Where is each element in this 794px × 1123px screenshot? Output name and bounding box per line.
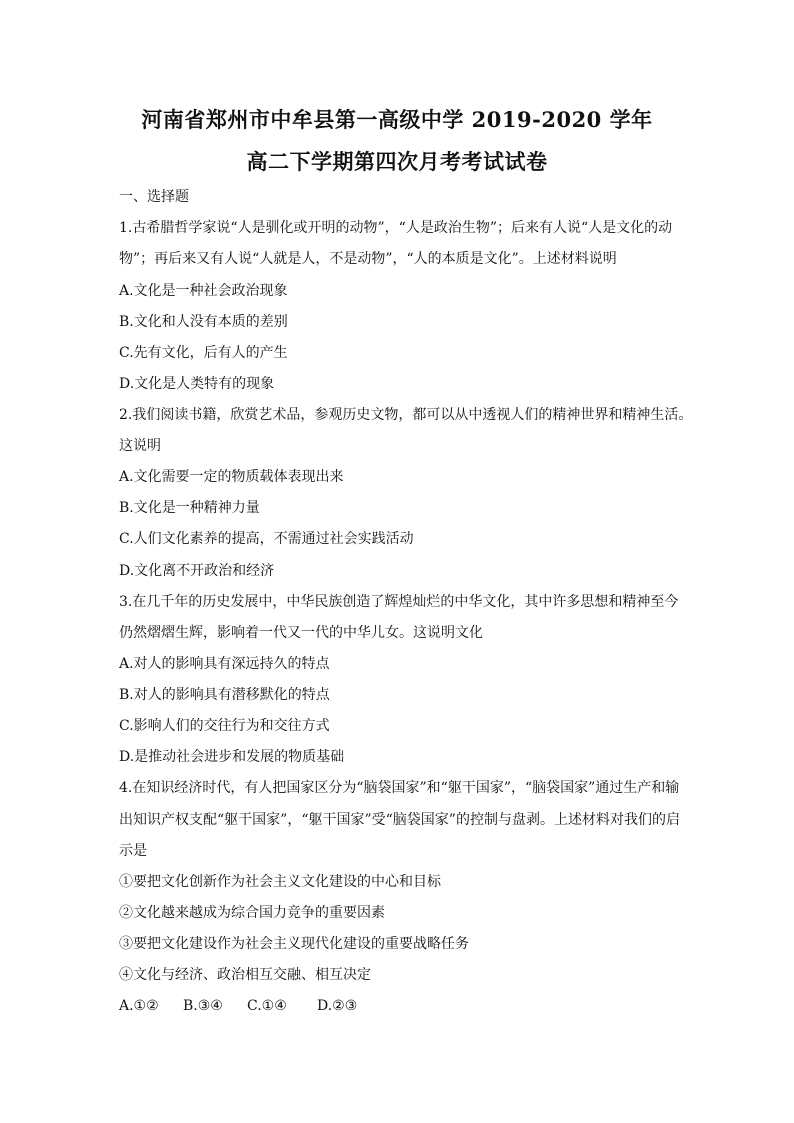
q1-stem-line1: 1.古希腊哲学家说“人是驯化或开明的动物”，“人是政治生物”；后来有人说“人是文化的动 — [119, 220, 673, 236]
q4-stem-line3: 示是 — [119, 843, 147, 859]
q1-option-d: D.文化是人类特有的现象 — [119, 376, 275, 392]
q3-option-b: B.对人的影响具有潜移默化的特点 — [119, 687, 330, 703]
q2-option-a: A.文化需要一定的物质载体表现出来 — [119, 469, 344, 485]
q1-option-b: B.文化和人没有本质的差别 — [119, 314, 288, 330]
q1-option-a: A.文化是一种社会政治现象 — [119, 283, 288, 299]
q2-stem-line1: 2.我们阅读书籍，欣赏艺术品，参观历史文物，都可以从中透视人们的精神世界和精神生活。 — [119, 407, 693, 423]
q4-choice-d: D.②③ — [317, 998, 358, 1014]
q3-stem-line1: 3.在几千年的历史发展中，中华民族创造了辉煌灿烂的中华文化，其中许多思想和精神至今 — [119, 594, 679, 610]
q4-statement-1: ①要把文化创新作为社会主义文化建设的中心和目标 — [119, 874, 441, 890]
q3-option-a: A.对人的影响具有深远持久的特点 — [119, 656, 330, 672]
q4-stem-line1: 4.在知识经济时代，有人把国家区分为“脑袋国家”和“躯干国家”，“脑袋国家”通过生产和输 — [119, 780, 680, 796]
q4-choice-a: A.①② — [119, 998, 159, 1014]
q4-statement-3: ③要把文化建设作为社会主义现代化建设的重要战略任务 — [119, 936, 469, 952]
q4-choices-row — [119, 997, 357, 1015]
q4-choice-c: C.①④ — [247, 998, 287, 1014]
q2-stem-line2: 这说明 — [119, 438, 161, 454]
exam-title-line2: 高二下学期第四次月考考试试卷 — [246, 149, 548, 174]
q2-option-d: D.文化离不开政治和经济 — [119, 563, 275, 579]
section-heading: 一、选择题 — [119, 189, 189, 205]
exam-title-line1: 河南省郑州市中牟县第一高级中学 2019-2020 学年 — [141, 107, 653, 132]
q2-option-b: B.文化是一种精神力量 — [119, 500, 260, 516]
q4-statement-4: ④文化与经济、政治相互交融、相互决定 — [119, 967, 371, 983]
q2-option-c: C.人们文化素养的提高，不需通过社会实践活动 — [119, 531, 414, 547]
q4-stem-line2: 出知识产权支配“躯干国家”，“躯干国家”受“脑袋国家”的控制与盘剥。上述材料对我们的启 — [119, 812, 680, 828]
q3-stem-line2: 仍然熠熠生辉，影响着一代又一代的中华儿女。这说明文化 — [119, 625, 483, 641]
q4-choice-b: B.③④ — [183, 998, 223, 1014]
q4-statement-2: ②文化越来越成为综合国力竞争的重要因素 — [119, 905, 385, 921]
q1-option-c: C.先有文化，后有人的产生 — [119, 345, 288, 361]
q3-option-d: D.是推动社会进步和发展的物质基础 — [119, 749, 345, 765]
q1-stem-line2: 物”；再后来又有人说“人就是人，不是动物”，“人的本质是文化”。上述材料说明 — [119, 251, 617, 267]
q3-option-c: C.影响人们的交往行为和交往方式 — [119, 718, 330, 734]
